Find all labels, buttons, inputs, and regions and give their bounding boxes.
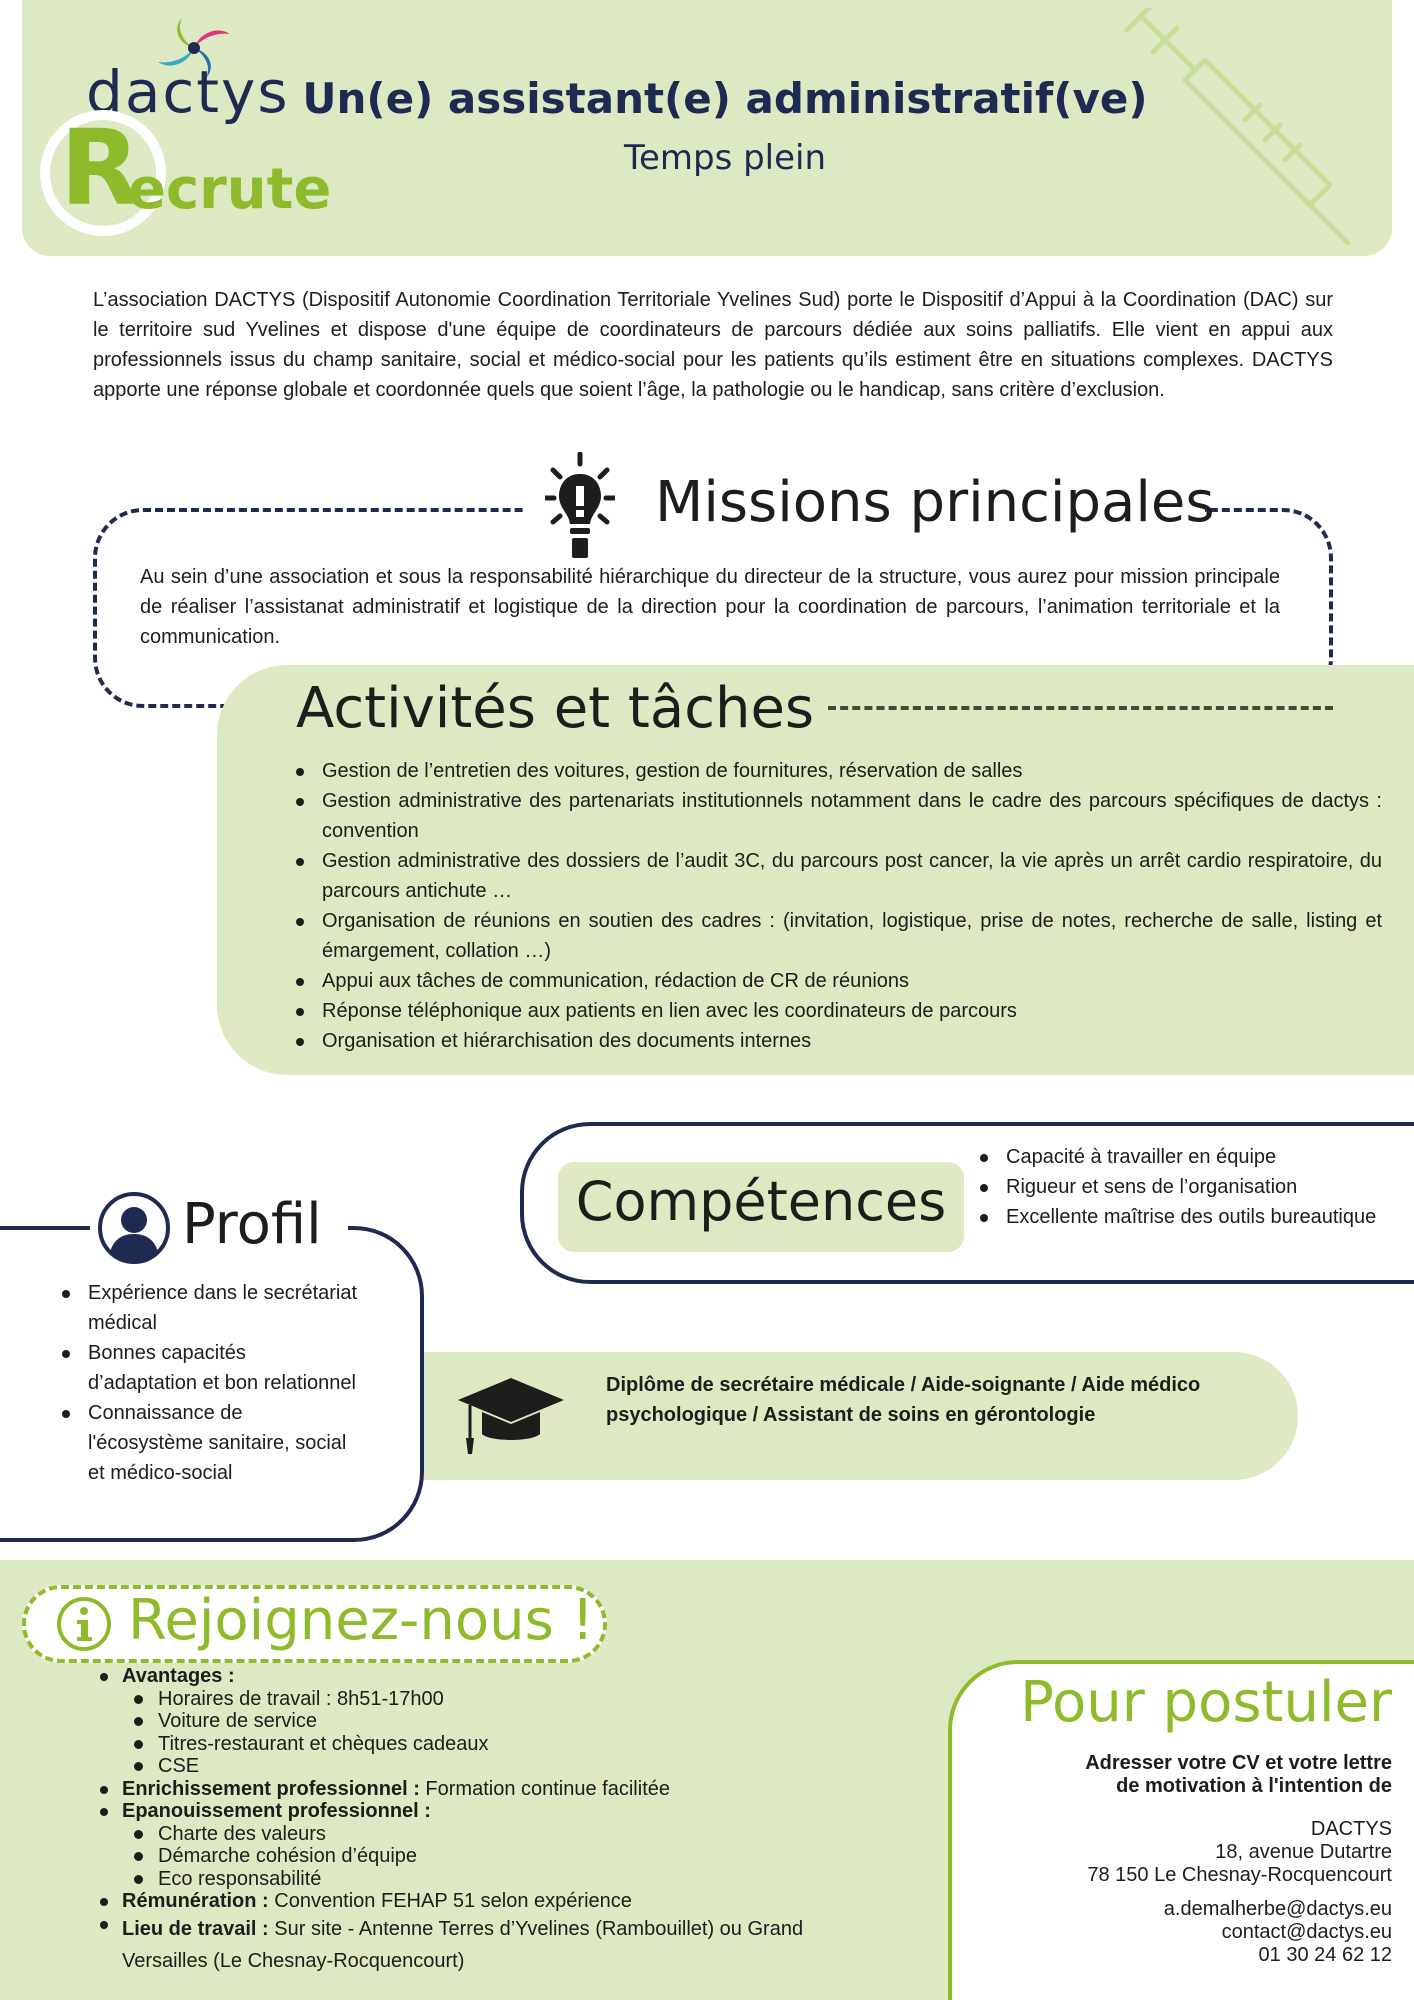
email-link[interactable]: a.demalherbe@dactys.eu bbox=[1163, 1898, 1392, 1920]
lightbulb-icon bbox=[545, 452, 615, 560]
avantages-label: Avantages : bbox=[122, 1665, 235, 1687]
list-item: Gestion de l’entretien des voitures, gestion de fournitures, réservation de salles bbox=[294, 756, 1382, 786]
competences-title: Compétences bbox=[575, 1170, 947, 1233]
job-subtitle: Temps plein bbox=[623, 138, 827, 178]
lieu-label: Lieu de travail : bbox=[122, 1917, 269, 1940]
enrichissement-item bbox=[98, 1778, 858, 1801]
street: 18, avenue Dutartre bbox=[1215, 1841, 1392, 1863]
lieu-item bbox=[98, 1913, 858, 1977]
instruction-line: de motivation à l'intention de bbox=[1116, 1775, 1392, 1797]
list-item: Démarche cohésion d’équipe bbox=[122, 1845, 858, 1868]
postuler-contact bbox=[960, 1898, 1392, 1967]
remuneration-value: Convention FEHAP 51 selon expérience bbox=[274, 1890, 632, 1912]
profil-list bbox=[60, 1278, 360, 1488]
info-icon bbox=[56, 1596, 112, 1652]
rejoignez-title: Rejoignez-nous ! bbox=[128, 1588, 594, 1653]
remuneration-label: Rémunération : bbox=[122, 1890, 269, 1912]
epanouissement-label: Epanouissement professionnel : bbox=[122, 1800, 431, 1822]
activites-title: Activités et tâches bbox=[296, 676, 815, 741]
activites-list bbox=[294, 756, 1382, 1056]
city: 78 150 Le Chesnay-Rocquencourt bbox=[1087, 1864, 1392, 1886]
competences-list bbox=[978, 1142, 1388, 1232]
list-item: Charte des valeurs bbox=[122, 1823, 858, 1846]
list-item: Titres-restaurant et chèques cadeaux bbox=[122, 1733, 858, 1756]
logo-text: dactys bbox=[86, 58, 290, 126]
profil-title: Profil bbox=[182, 1192, 322, 1257]
activites-dashed-line bbox=[828, 706, 1333, 710]
list-item: Connaissance de l'écosystème sanitaire, social et médico-social bbox=[60, 1398, 360, 1488]
list-item: Organisation de réunions en soutien des cadres : (invitation, logistique, prise de notes, recherche de salle, listing et émargement, collation …) bbox=[294, 906, 1382, 966]
list-item: Gestion administrative des partenariats institutionnels notamment dans le cadre des parcours spécifiques de dactys : convention bbox=[294, 786, 1382, 846]
list-item: Gestion administrative des dossiers de l’audit 3C, du parcours post cancer, la vie après un arrêt cardio respiratoire, du parcours antichute … bbox=[294, 846, 1382, 906]
postuler-instruction bbox=[960, 1752, 1392, 1798]
enrichissement-value: Formation continue facilitée bbox=[425, 1777, 670, 1800]
postuler-address bbox=[960, 1818, 1392, 1887]
list-item: Expérience dans le secrétariat médical bbox=[60, 1278, 360, 1338]
list-item: Organisation et hiérarchisation des documents internes bbox=[294, 1026, 1382, 1056]
recrute-initial: R bbox=[60, 107, 141, 229]
list-item: Réponse téléphonique aux patients en lien avec les coordinateurs de parcours bbox=[294, 996, 1382, 1026]
remuneration-item bbox=[98, 1890, 858, 1913]
syringe-icon bbox=[1105, 8, 1355, 248]
missions-text: Au sein d’une association et sous la responsabilité hiérarchique du directeur de la structure, vous aurez pour mission principale de réaliser l’assistanat administratif et logistique de la direction pour la coordination de parcours, l’animation territoriale et la communication. bbox=[140, 566, 1280, 648]
list-item: Appui aux tâches de communication, rédaction de CR de réunions bbox=[294, 966, 1382, 996]
enrichissement-label: Enrichissement professionnel : bbox=[122, 1777, 420, 1800]
avantages-item bbox=[98, 1665, 858, 1778]
list-item: Horaires de travail : 8h51-17h00 bbox=[122, 1688, 858, 1711]
rejoignez-list bbox=[98, 1665, 858, 1977]
instruction-line: Adresser votre CV et votre lettre bbox=[1085, 1752, 1392, 1774]
list-item: CSE bbox=[122, 1755, 858, 1778]
user-icon bbox=[96, 1190, 172, 1266]
phone-number: 01 30 24 62 12 bbox=[1258, 1944, 1392, 1966]
epanouissement-item bbox=[98, 1800, 858, 1890]
list-item: Voiture de service bbox=[122, 1710, 858, 1733]
graduation-cap-icon bbox=[456, 1376, 566, 1458]
list-item: Excellente maîtrise des outils bureautique bbox=[978, 1202, 1388, 1232]
diplome-text: Diplôme de secrétaire médicale / Aide-soignante / Aide médico psychologique / Assistant de soins en gérontologie bbox=[606, 1374, 1201, 1426]
list-item: Bonnes capacités d’adaptation et bon relationnel bbox=[60, 1338, 360, 1398]
recrute-word: ecrute bbox=[128, 157, 332, 222]
missions-title: Missions principales bbox=[655, 470, 1215, 535]
list-item: Rigueur et sens de l’organisation bbox=[978, 1172, 1388, 1202]
org-name: DACTYS bbox=[1310, 1818, 1392, 1840]
postuler-title: Pour postuler bbox=[1020, 1670, 1392, 1735]
job-title: Un(e) assistant(e) administratif(ve) bbox=[302, 74, 1148, 123]
list-item: Capacité à travailler en équipe bbox=[978, 1142, 1388, 1172]
intro-paragraph: L’association DACTYS (Dispositif Autonomie Coordination Territoriale Yvelines Sud) porte le Dispositif d’Appui à la Coordination (DAC) sur le territoire sud Yvelines et dispose d'une équipe de coordinateurs de parcours dédiée aux soins palliatifs. Elle vient en appui aux professionnels issus du champ sanitaire, social et médico-social pour les patients qu’ils estiment être en situations complexes. DACTYS apporte une réponse globale et coordonnée quels que soient l’âge, la pathologie ou le handicap, sans critère d’exclusion. bbox=[93, 289, 1333, 401]
list-item: Eco responsabilité bbox=[122, 1868, 858, 1891]
email-link[interactable]: contact@dactys.eu bbox=[1221, 1921, 1392, 1943]
lieu-value: Sur site - Antenne Terres d’Yvelines (Rambouillet) ou Grand Versailles (Le Chesnay-Rocquencourt) bbox=[122, 1917, 804, 1972]
